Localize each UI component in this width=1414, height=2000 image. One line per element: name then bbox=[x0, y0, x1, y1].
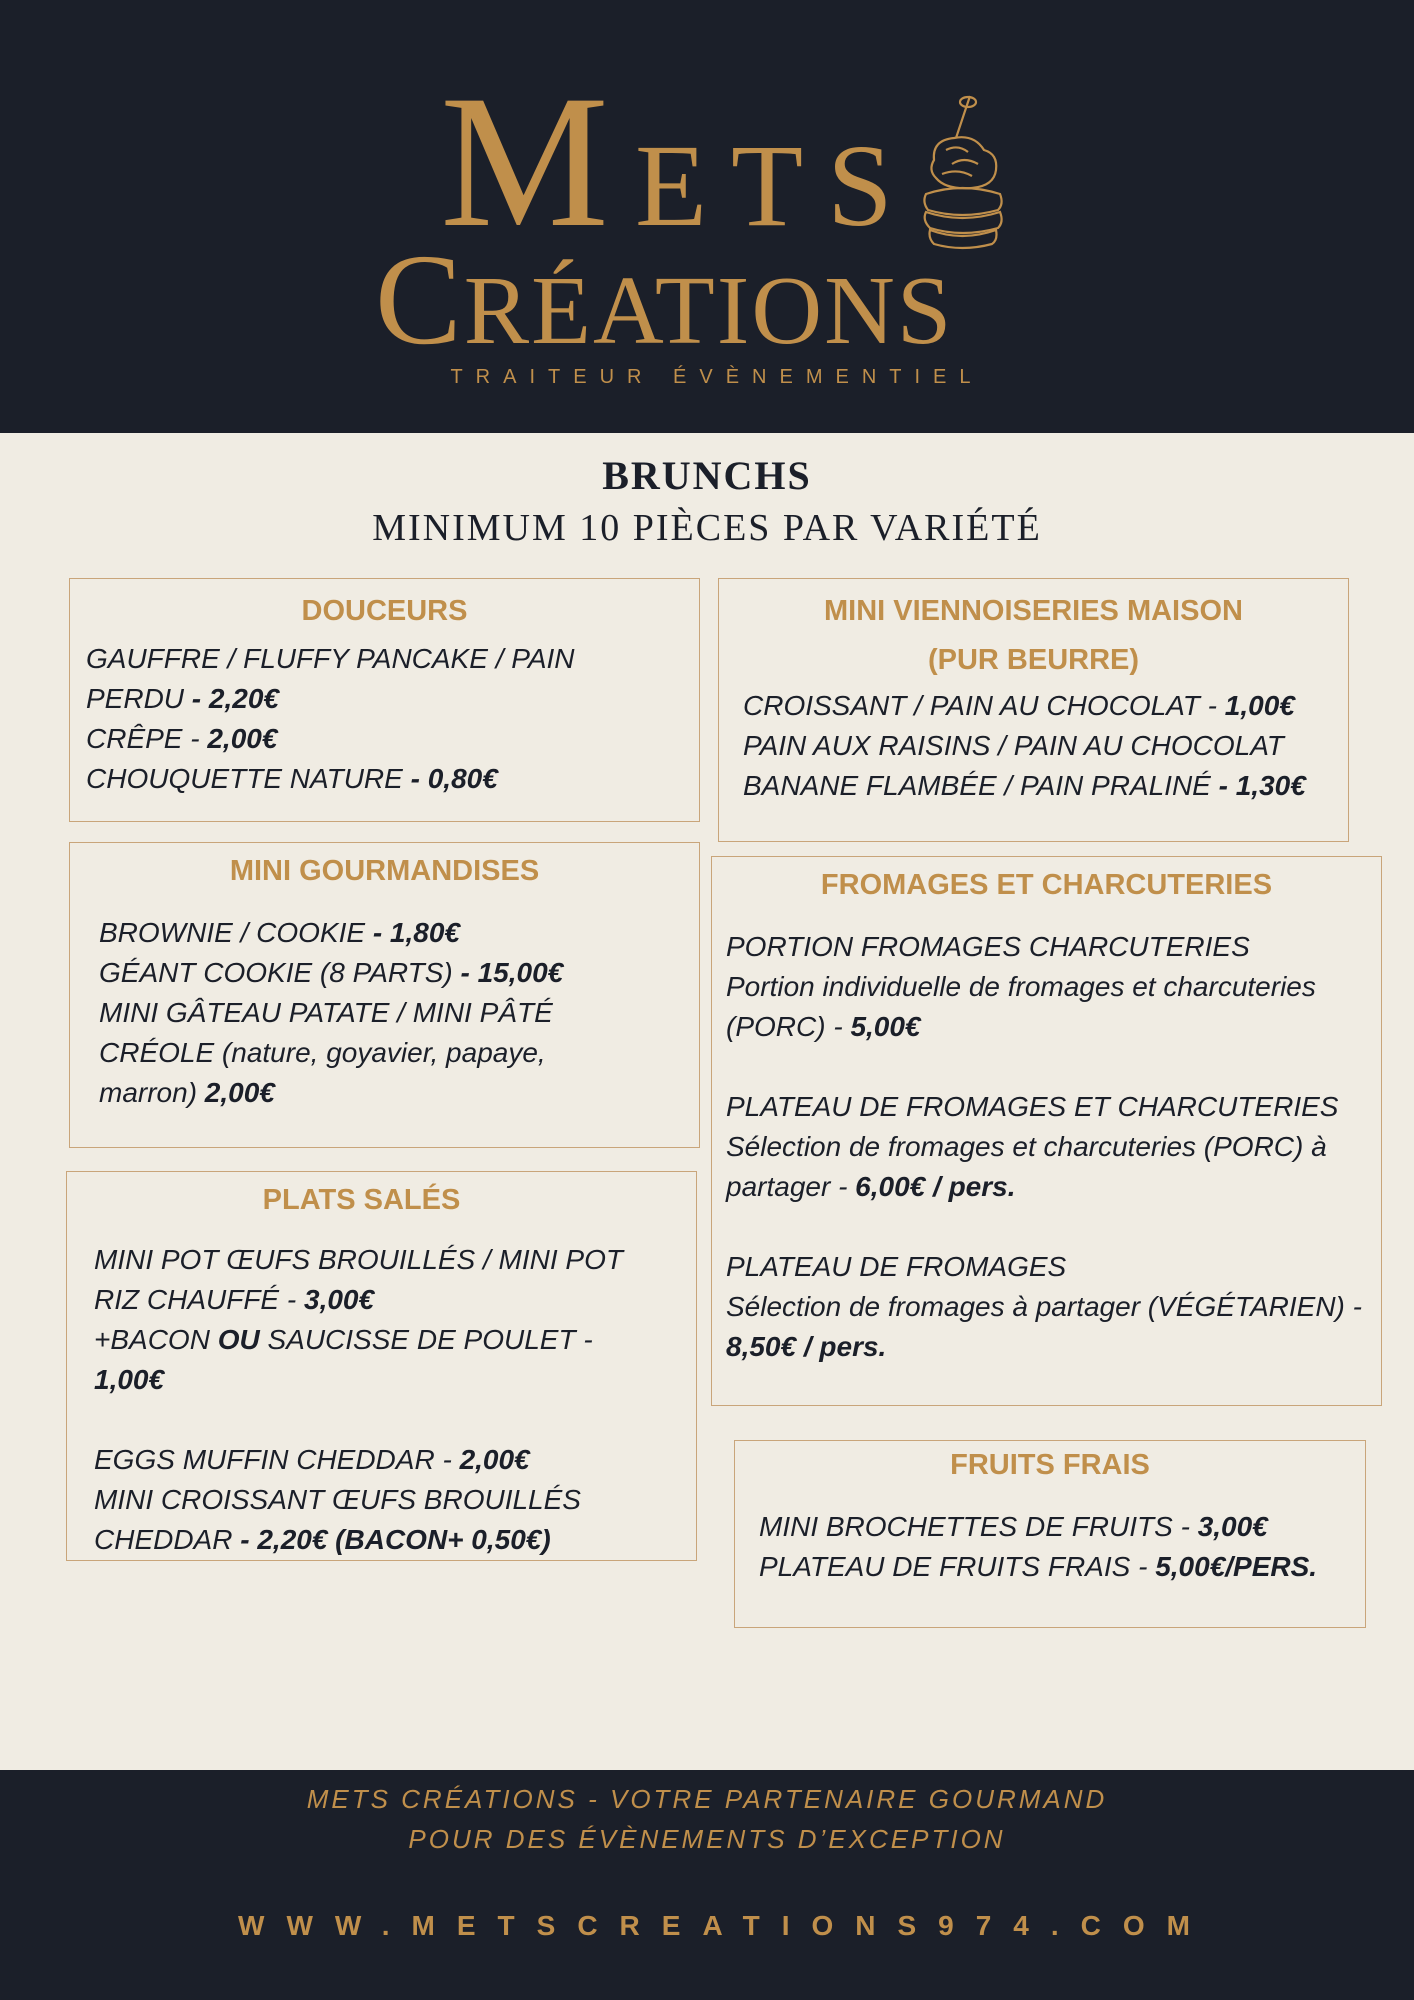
section-subheading: (PUR BEURRE) bbox=[927, 644, 1140, 676]
section-heading: FROMAGES ET CHARCUTERIES bbox=[820, 869, 1273, 901]
menu-item-title: PORTION FROMAGES CHARCUTERIES bbox=[726, 931, 1250, 962]
menu-item-desc: Portion individuelle de fromages et charcuteries bbox=[726, 971, 1316, 1002]
menu-line: PAIN AUX RAISINS / PAIN AU CHOCOLAT bbox=[743, 730, 1284, 761]
menu-line: MINI POT ŒUFS BROUILLÉS / MINI POT bbox=[94, 1244, 623, 1275]
tagline: TRAITEUR ÉVÈNEMENTIEL bbox=[450, 366, 984, 388]
menu-line: CRÉOLE (nature, goyavier, papaye, bbox=[99, 1037, 546, 1068]
footer-slogan-line2: POUR DES ÉVÈNEMENTS D’EXCEPTION bbox=[408, 1824, 1006, 1854]
menu-item-desc: Sélection de fromages à partager (VÉGÉTARIEN) - bbox=[726, 1291, 1362, 1322]
section-heading: DOUCEURS bbox=[301, 595, 468, 627]
menu-line: CHOUQUETTE NATURE - 0,80€ bbox=[86, 763, 498, 794]
menu-line: PLATEAU DE FRUITS FRAIS - 5,00€/PERS. bbox=[759, 1551, 1318, 1582]
menu-line: PERDU - 2,20€ bbox=[86, 683, 279, 714]
section-heading: PLATS SALÉS bbox=[262, 1184, 461, 1216]
menu-item-title: PLATEAU DE FROMAGES bbox=[726, 1251, 1067, 1282]
menu-line: CROISSANT / PAIN AU CHOCOLAT - 1,00€ bbox=[743, 690, 1295, 721]
section-heading: MINI GOURMANDISES bbox=[229, 855, 540, 887]
menu-line: CHEDDAR - 2,20€ (BACON+ 0,50€) bbox=[94, 1524, 551, 1555]
menu-line: RIZ CHAUFFÉ - 3,00€ bbox=[94, 1284, 375, 1315]
section-heading: FRUITS FRAIS bbox=[950, 1449, 1150, 1481]
menu-line: 1,00€ bbox=[94, 1364, 165, 1395]
menu-line: CRÊPE - 2,00€ bbox=[86, 723, 278, 754]
logo-mets: METS bbox=[440, 57, 917, 267]
menu-line: BROWNIE / COOKIE - 1,80€ bbox=[99, 917, 460, 948]
menu-line: MINI GÂTEAU PATATE / MINI PÂTÉ bbox=[99, 997, 553, 1028]
menu-item-price: partager - 6,00€ / pers. bbox=[726, 1171, 1016, 1202]
section-plats-sales bbox=[66, 1171, 697, 1561]
menu-line: marron) 2,00€ bbox=[99, 1077, 275, 1108]
menu-item-desc: Sélection de fromages et charcuteries (PORC) à bbox=[726, 1131, 1327, 1162]
menu-line: BANANE FLAMBÉE / PAIN PRALINÉ - 1,30€ bbox=[743, 770, 1306, 801]
menu-line: MINI CROISSANT ŒUFS BROUILLÉS bbox=[94, 1484, 581, 1515]
section-fruits bbox=[734, 1440, 1366, 1628]
menu-line: MINI BROCHETTES DE FRUITS - 3,00€ bbox=[759, 1511, 1268, 1542]
section-viennoiseries bbox=[718, 578, 1349, 842]
footer-slogan-line1: METS CRÉATIONS - VOTRE PARTENAIRE GOURMAND bbox=[306, 1784, 1108, 1814]
menu-item-price: 8,50€ / pers. bbox=[726, 1331, 887, 1362]
page-subtitle: MINIMUM 10 PIÈCES PAR VARIÉTÉ bbox=[372, 507, 1042, 549]
menu-line: GAUFFRE / FLUFFY PANCAKE / PAIN bbox=[86, 643, 575, 674]
section-fromages bbox=[711, 856, 1382, 1406]
menu-line: +BACON OU SAUCISSE DE POULET - bbox=[94, 1324, 593, 1355]
website-link[interactable]: WWW.METSCREATIONS974.COM bbox=[238, 1910, 1212, 1941]
menu-item-price: (PORC) - 5,00€ bbox=[726, 1011, 921, 1042]
menu-line: GÉANT COOKIE (8 PARTS) - 15,00€ bbox=[99, 957, 564, 988]
logo-creations: CRÉATIONS bbox=[375, 228, 954, 372]
section-douceurs bbox=[69, 578, 700, 822]
brioche-skewer-icon bbox=[912, 90, 1012, 250]
menu-item-title: PLATEAU DE FROMAGES ET CHARCUTERIES bbox=[726, 1091, 1339, 1122]
section-gourmandises bbox=[69, 842, 700, 1148]
menu-line: EGGS MUFFIN CHEDDAR - 2,00€ bbox=[94, 1444, 530, 1475]
section-heading: MINI VIENNOISERIES MAISON bbox=[824, 595, 1243, 627]
page-title: BRUNCHS bbox=[602, 453, 812, 498]
